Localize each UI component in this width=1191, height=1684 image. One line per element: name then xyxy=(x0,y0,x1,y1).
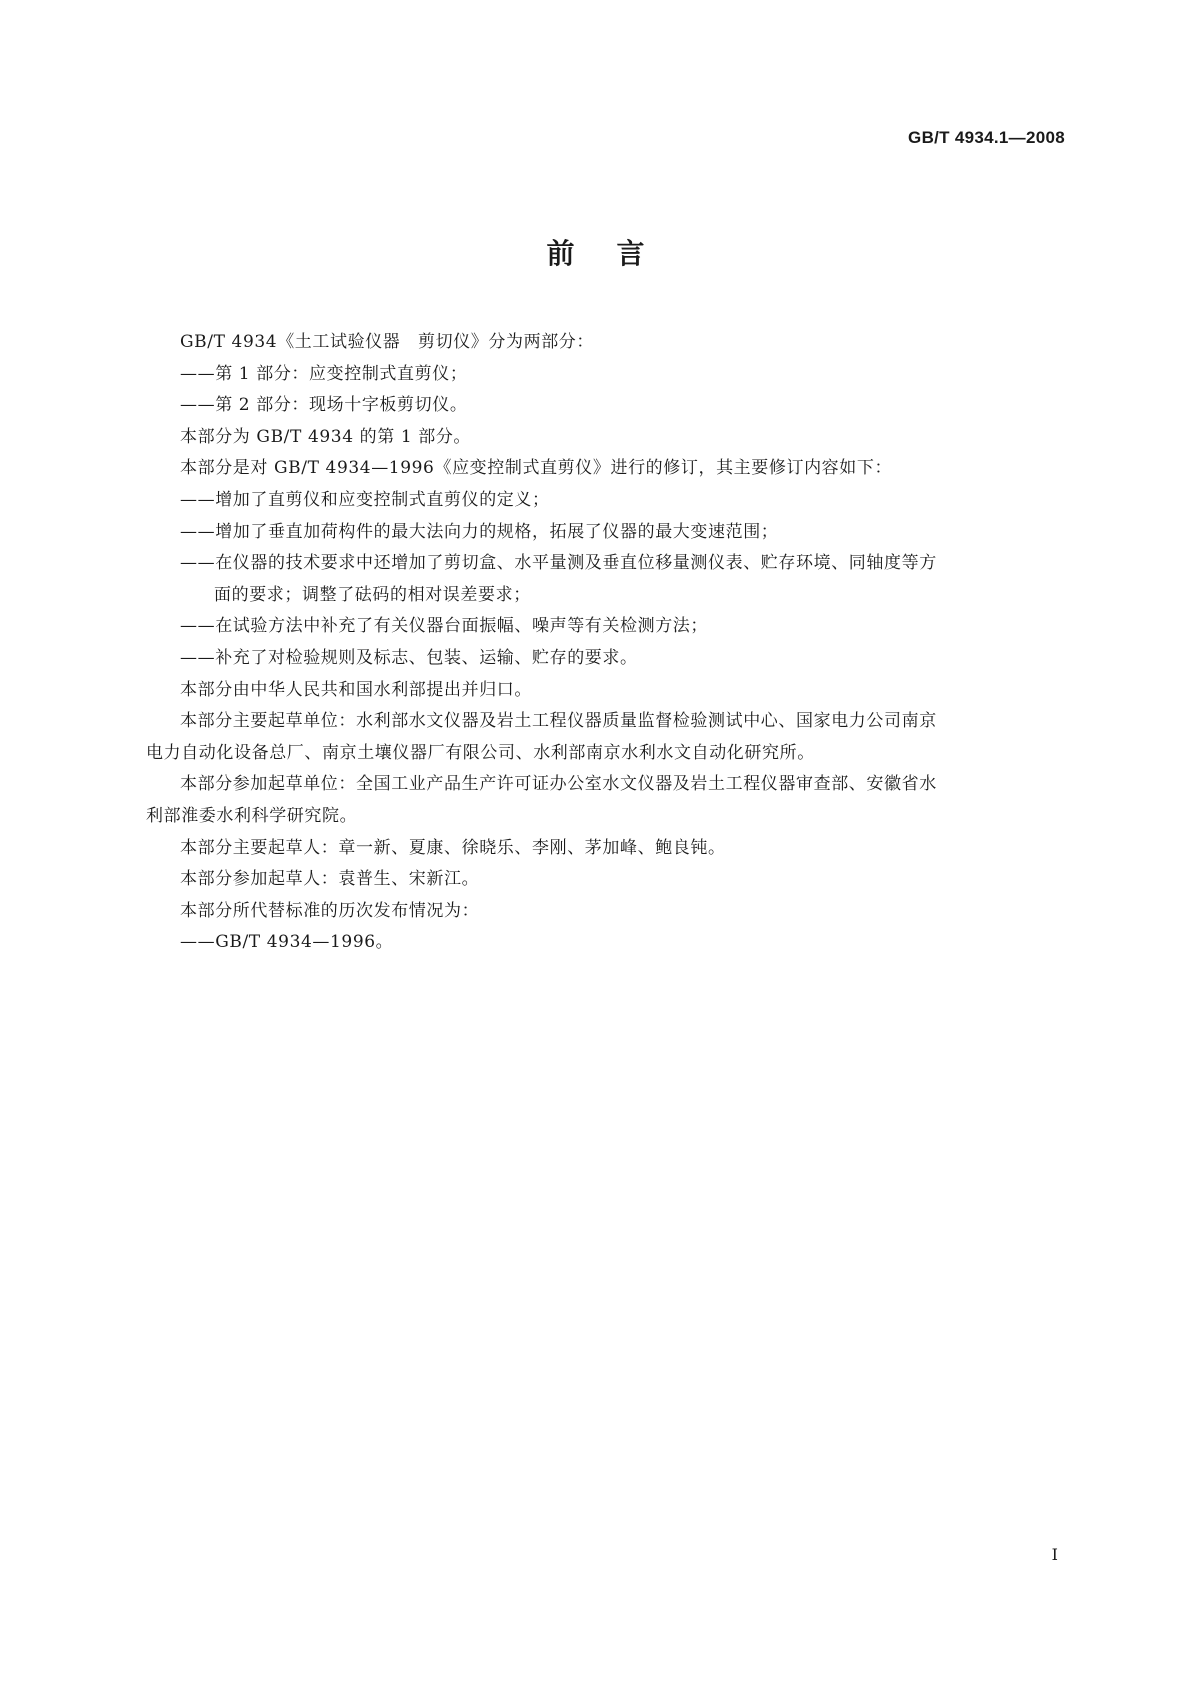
page-number: I xyxy=(1051,1545,1058,1564)
paragraph-line: 利部淮委水利科学研究院。 xyxy=(146,805,358,826)
paragraph-line: 本部分是对 GB/T 4934—1996《应变控制式直剪仪》进行的修订，其主要修订内容如下： xyxy=(180,458,893,479)
paragraph-line: 本部分参加起草人：袁普生、宋新江。 xyxy=(180,869,480,890)
paragraph-line: ——GB/T 4934—1996。 xyxy=(180,932,394,953)
paragraph-line: 本部分主要起草人：章一新、夏康、徐晓乐、李刚、茅加峰、鲍良钝。 xyxy=(180,837,726,858)
paragraph-line: 本部分所代替标准的历次发布情况为： xyxy=(180,900,480,921)
paragraph-line: ——在仪器的技术要求中还增加了剪切盒、水平量测及垂直位移量测仪表、贮存环境、同轴度等方 xyxy=(180,553,937,574)
paragraph-line: GB/T 4934《土工试验仪器 剪切仪》分为两部分： xyxy=(180,332,595,352)
paragraph-line: 本部分由中华人民共和国水利部提出并归口。 xyxy=(180,679,532,700)
paragraph-line: ——增加了直剪仪和应变控制式直剪仪的定义； xyxy=(180,489,550,510)
paragraph-line: 电力自动化设备总厂、南京土壤仪器厂有限公司、水利部南京水利水文自动化研究所。 xyxy=(146,742,815,763)
paragraph-line: 本部分主要起草单位：水利部水文仪器及岩土工程仪器质量监督检验测试中心、国家电力公司南京 xyxy=(180,711,937,732)
page-title: 前言 xyxy=(546,237,687,270)
paragraph-line: ——第 1 部分：应变控制式直剪仪； xyxy=(180,363,468,384)
paragraph-line: 本部分参加起草单位：全国工业产品生产许可证办公室水文仪器及岩土工程仪器审查部、安徽省水 xyxy=(180,774,937,795)
paragraph-line: 本部分为 GB/T 4934 的第 1 部分。 xyxy=(180,426,472,447)
paragraph-line: 面的要求；调整了砝码的相对误差要求； xyxy=(214,584,531,605)
standard-number: GB/T 4934.1—2008 xyxy=(908,128,1065,147)
paragraph-line: ——第 2 部分：现场十字板剪切仪。 xyxy=(180,395,468,416)
foreword-body xyxy=(146,327,1062,959)
paragraph-line: ——在试验方法中补充了有关仪器台面振幅、噪声等有关检测方法； xyxy=(180,616,708,637)
paragraph-line: ——补充了对检验规则及标志、包装、运输、贮存的要求。 xyxy=(180,647,638,668)
paragraph-line: ——增加了垂直加荷构件的最大法向力的规格，拓展了仪器的最大变速范围； xyxy=(180,521,779,542)
